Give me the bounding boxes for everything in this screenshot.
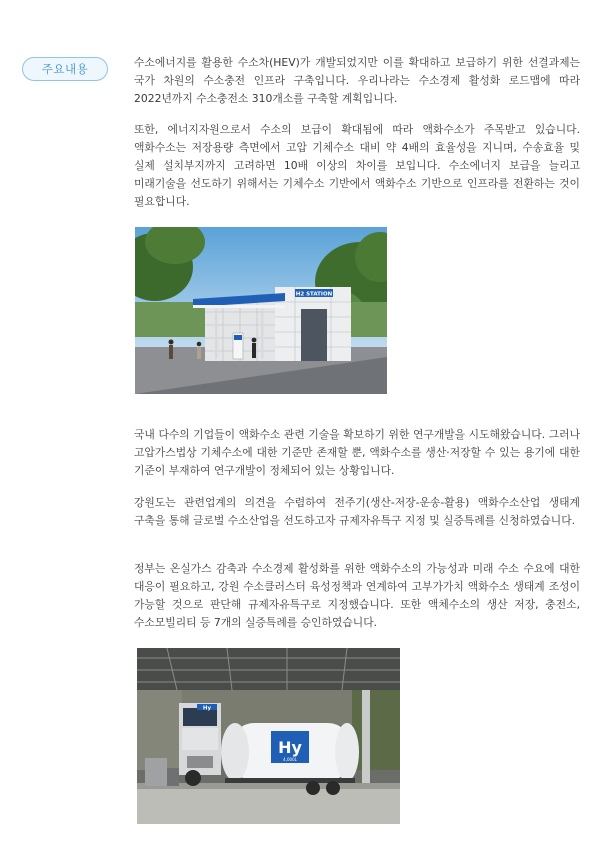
truck-logo: Hy	[202, 705, 212, 712]
paragraph-5: 정부는 온실가스 감축과 수소경제 활성화를 위한 액화수소의 가능성과 미래 수소 수요에 대한 대응이 필요하고, 강원 수소클러스터 육성정책과 연계하여 고부가가치 액화수소 생태계 조성이 가능할 것으로 판단해 규제자유특구로 지정했습니다. 또한 액체수소의 생산 저장, 충전소, 수소모빌리티 등 7개의 실증특례를 승인하였습니다.	[134, 562, 580, 629]
liquid-hydrogen-tank-photo	[137, 648, 400, 824]
tank-logo: Hy	[278, 738, 302, 757]
section-badge: 주요내용	[22, 57, 108, 81]
paragraph-1: 수소에너지를 활용한 수소차(HEV)가 개발되었지만 이를 확대하고 보급하기 위한 선결과제는 국가 차원의 수소충전 인프라 구축입니다. 우리나라는 수소경제 활성화 로드맵에 따라 2022년까지 수소충전소 310개소를 구축할 계획입니다.	[134, 56, 580, 105]
paragraph-3: 국내 다수의 기업들이 액화수소 관련 기술을 확보하기 위한 연구개발을 시도해왔습니다. 그러나 고압가스법상 기체수소에 대한 기준만 존재할 뿐, 액화수소를 생산·저장할 수 있는 용기에 대한 기준이 부재하여 연구개발이 정체되어 있는 상황입니다.	[134, 428, 580, 477]
paragraph-4: 강원도는 관련업계의 의견을 수렴하여 전주기(생산-저장-운송-활용) 액화수소산업 생태계 구축을 통해 글로벌 수소산업을 선도하고자 규제자유특구 지정 및 실증특례를 신청하였습니다.	[134, 496, 580, 527]
tank-capacity-label: 4,000L	[283, 757, 297, 762]
station-sign: H2 STATION	[295, 291, 333, 298]
paragraph-2: 또한, 에너지자원으로서 수소의 보급이 확대됨에 따라 액화수소가 주목받고 있습니다. 액화수소는 저장용량 측면에서 고압 기체수소 대비 약 4배의 효율성을 지니며, 수송효율 및 실제 설치부지까지 고려하면 10배 이상의 차이를 보입니다. 수소에너지 보급을 늘리고 미래기술을 선도하기 위해서는 기체수소 기반에서 액화수소 기반으로 인프라를 전환하는 것이 필요합니다.	[134, 123, 580, 208]
hydrogen-station-photo	[135, 227, 387, 394]
